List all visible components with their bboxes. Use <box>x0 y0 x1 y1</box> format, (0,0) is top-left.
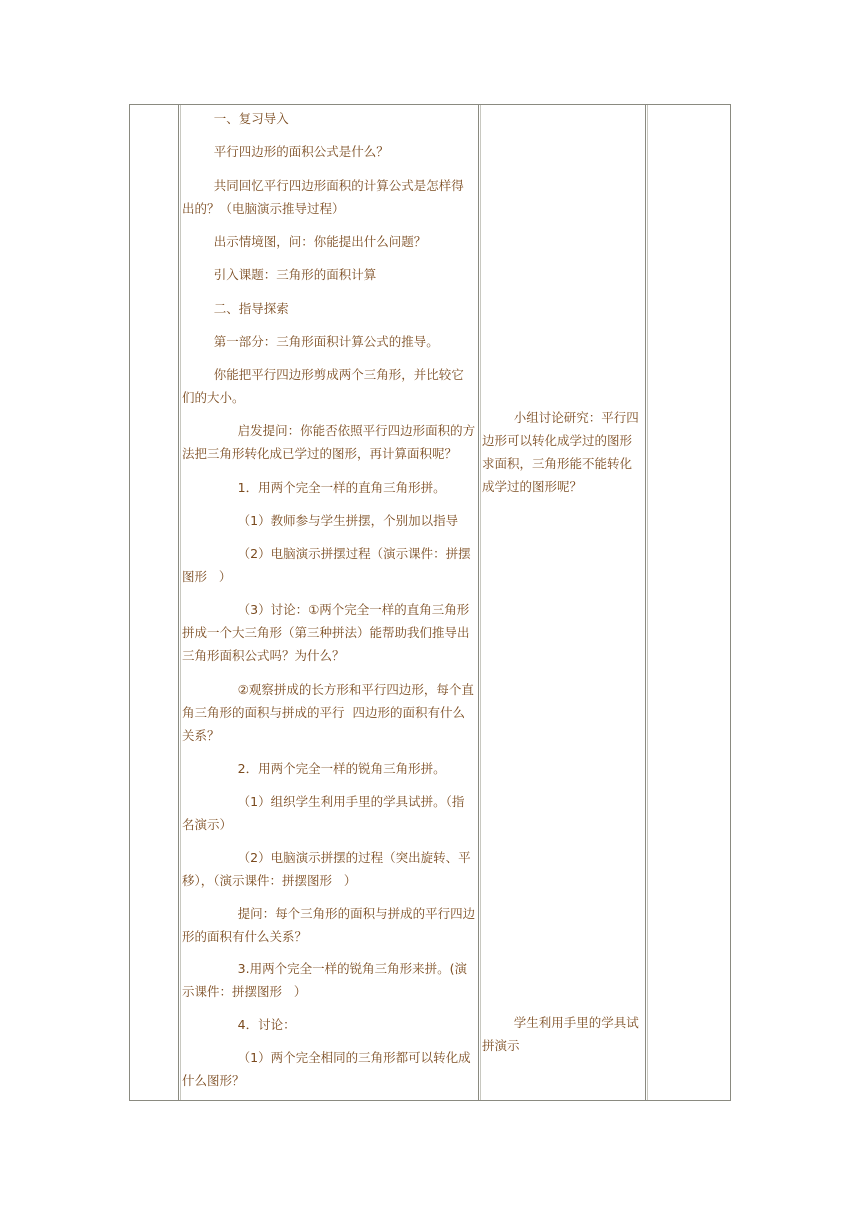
paragraph: 2．用两个完全一样的锐角三角形拼。 <box>182 761 446 776</box>
paragraph: 1．用两个完全一样的直角三角形拼。 <box>182 480 446 495</box>
paragraph: 二、指导探索 <box>182 301 289 316</box>
paragraph: 4．讨论： <box>182 1017 296 1032</box>
paragraph: （2）电脑演示拼摆的过程（突出旋转、平移），（演示课件：拼摆图形 ） <box>182 850 471 888</box>
student-activity-note: 学生利用手里的学具试拼演示 <box>482 1015 639 1053</box>
column-divider <box>478 105 479 1100</box>
paragraph: 一、复习导入 <box>182 111 289 126</box>
column-divider <box>480 105 481 1100</box>
paragraph: 出示情境图，问：你能提出什么问题？ <box>182 234 427 249</box>
paragraph: 3.用两个完全一样的锐角三角形来拼。(演示课件：拼摆图形 ） <box>182 961 467 999</box>
paragraph: ②观察拼成的长方形和平行四边形，每个直角三角形的面积与拼成的平行 四边形的面积有什么关系？ <box>182 682 474 743</box>
paragraph: 启发提问：你能否依照平行四边形面积的方法把三角形转化成已学过的图形，再计算面积呢？ <box>182 423 476 461</box>
column-divider <box>178 105 179 1100</box>
paragraph: （3）讨论：①两个完全一样的直角三角形拼成一个大三角形（第三种拼法）能帮助我们推导出三角形面积公式吗？为什么？ <box>182 602 470 663</box>
paragraph: （1）教师参与学生拼摆，个别加以指导 <box>182 513 459 528</box>
column-divider <box>180 105 181 1100</box>
column-divider <box>647 105 648 1100</box>
student-activity-note: 小组讨论研究：平行四边形可以转化成学过的图形求面积，三角形能不能转化成学过的图形呢？ <box>482 410 639 494</box>
paragraph: 共同回忆平行四边形面积的计算公式是怎样得出的？（电脑演示推导过程） <box>182 178 464 216</box>
paragraph: （1）组织学生利用手里的学具试拼。（指名演示） <box>182 794 465 832</box>
paragraph: 引入课题：三角形的面积计算 <box>182 267 377 282</box>
paragraph: 第一部分：三角形面积计算公式的推导。 <box>182 334 439 349</box>
paragraph: 提问：每个三角形的面积与拼成的平行四边形的面积有什么关系？ <box>182 906 476 944</box>
paragraph: 你能把平行四边形剪成两个三角形，并比较它们的大小。 <box>182 367 464 405</box>
lesson-table <box>129 104 731 1101</box>
paragraph: （2）电脑演示拼摆过程（演示课件：拼摆图形 ） <box>182 546 471 584</box>
paragraph: 平行四边形的面积公式是什么？ <box>182 144 389 159</box>
column-divider <box>645 105 646 1100</box>
paragraph: （1）两个完全相同的三角形都可以转化成什么图形？ <box>182 1050 471 1088</box>
